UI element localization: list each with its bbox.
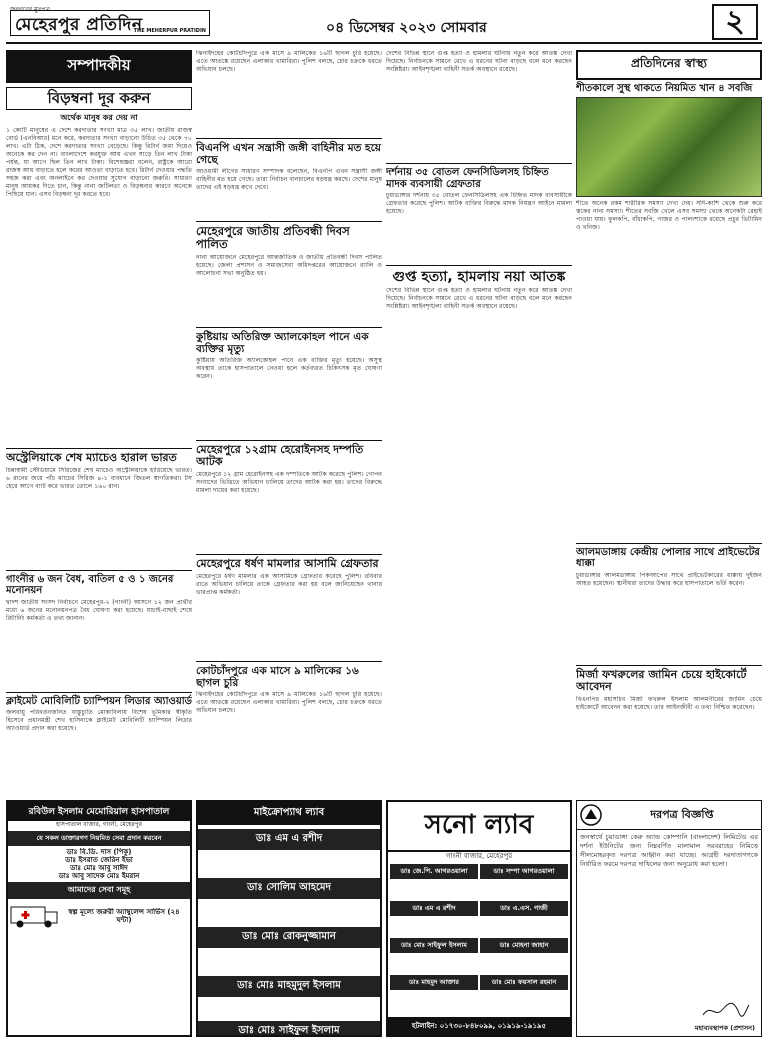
divider	[196, 221, 382, 222]
news-headline: মেহেরপুরে ১২গ্রাম হেরোইনসহ দম্পতি আটক	[196, 442, 364, 469]
news-body: নানা আয়োজনে মেহেরপুরে আন্তর্জাতিক ও জাতীয় প্রতিবন্ধী দিবস পালিত হয়েছে। জেলা প্রশাসন ও সমাজসেবা অধিদপ্তরের আয়োজনে র‍্যালি ও আলোচনা সভা অনুষ্ঠিত হয়।	[196, 253, 382, 277]
issue-date: ০৪ ডিসেম্বর ২০২৩ সোমবার	[326, 20, 487, 36]
news-headline: মির্জা ফখরুলের জামিন চেয়ে হাইকোর্টে আবেদন	[576, 667, 747, 694]
divider	[196, 554, 382, 555]
news-headline: ক্লাইমেট মোবিলিটি চ্যাম্পিয়ন লিডার অ্যাওয়ার্ড	[6, 695, 192, 707]
sono-ad-doctor: ডাঃ মোঃ ফয়সাল রহমান	[480, 975, 568, 990]
hospital-ad-ambulance: স্বল্প মূল্যে জরুরী অ্যাম্বুলেন্স সার্ভিস (২৪ ঘন্টা)	[68, 908, 180, 924]
tender-signature: মহাব্যবস্থাপক (প্রশাসন)	[694, 1024, 755, 1032]
editorial-header: সম্পাদকীয়	[6, 50, 192, 83]
news-headline: দর্শনায় ৩৫ বোতল ফেনসিডিলসহ চিহ্নিত মাদক ব্যবসায়ী গ্রেফতার	[386, 167, 549, 190]
masthead	[6, 4, 762, 44]
health-body: শীতে অনেক রকম শারীরিক সমস্যা দেখা দেয়। সর্দি-কাশি থেকে শুরু করে ত্বকের নানা সমস্যা। শীতের সবজি খেলে এসব সমস্যা থেকে অনেকটা রেহাই পাওয়া যায়। ফুলকপি, বাঁধাকপি, গাজর ও পালংশাকে রয়েছে প্রচুর ভিটামিন ও খনিজ।	[576, 199, 762, 231]
divider	[576, 543, 762, 544]
microplus-lab-ad	[196, 800, 382, 1037]
news-body: মেহেরপুরে ১২ গ্রাম হেরোইনসহ এক দম্পতিকে আটক করেছে পুলিশ। গোপন সংবাদের ভিত্তিতে অভিযান চালিয়ে তাদের আটক করা হয়। তাদের বিরুদ্ধে মামলা দায়ের করা হয়েছে।	[196, 470, 382, 494]
divider	[6, 570, 192, 571]
sono-ad-doctor: ডাঃ এম এ রশীদ	[390, 901, 478, 916]
newspaper-name: মেহেরপুর প্রতিদিন	[15, 15, 143, 35]
microplus-ad-doctor: ডাঃ মোঃ রোকনুজ্জামান	[198, 927, 380, 948]
hospital-ad-services-bar: আমাদের সেবা সমূহ	[8, 882, 190, 899]
divider	[576, 665, 762, 666]
news-headline: কোটচাঁদপুরে এক মাসে ৯ মালিকের ১৬ ছাগল চুরি	[196, 664, 359, 689]
column-2	[196, 50, 382, 795]
masthead-tagline: জনগণের মুখপত্র	[10, 6, 50, 13]
sono-ad-subtitle: গাংনী বাজার, মেহেরপুর	[445, 852, 513, 860]
divider	[196, 327, 382, 328]
editorial-subhead: অর্থেক মানুষ কর দেয় না	[60, 113, 138, 123]
tender-title: দরপত্র বিজ্ঞপ্তি	[650, 807, 714, 821]
news-headline: আলমডাঙ্গায় কেন্দ্রীয় পোলার সাথে প্রাইভেটের ধাক্কা	[576, 546, 760, 569]
news-headline: বিএনপি এখন সন্ত্রাসী জঙ্গী বাহিনীর মত হয়ে গেছে	[196, 142, 381, 167]
sono-ad-doctor: ডাঃ মোঃ সাইফুল ইসলাম	[390, 938, 478, 953]
news-headline: মেহেরপুরে জাতীয় প্রতিবন্ধী দিবস পালিত	[196, 224, 350, 252]
news-body: দেশের বিভিন্ন স্থানে গুপ্ত হত্যা ও হামলার ঘটনায় নতুন করে আতঙ্ক দেখা দিয়েছে। নির্বাচনকে সামনে রেখে এ ধরনের ঘটনা বাড়ছে বলে মনে করছেন সংশ্লিষ্টরা। আইনশৃঙ্খলা বাহিনী সতর্ক অবস্থানে রয়েছে।	[386, 287, 572, 311]
divider	[6, 692, 192, 693]
hospital-ad-address: হাসপাতাল বাজার, গাংনী, মেহেরপুর	[56, 821, 142, 828]
sono-lab-ad	[386, 800, 572, 1037]
news-body: মেহেরপুরে ধর্ষণ মামলার এক আসামিকে গ্রেফতার করেছে পুলিশ। রবিবার রাতে অভিযান চালিয়ে তাকে গ্রেফতার করা হয় বলে জানিয়েছেন থানার ভারপ্রাপ্ত কর্মকর্তা।	[196, 572, 382, 596]
microplus-ad-doctor: ডাঃ সোলিম আহমেদ	[198, 878, 380, 899]
column-1	[6, 50, 192, 795]
news-body: ঝিনাইদহের কোটচাঁদপুরে এক মাসে ৯ মালিকের ১৬টি ছাগল চুরি হয়েছে। এতে আতঙ্কে রয়েছেন এলাকার খামারিরা। পুলিশ বলছে, চোর চক্রকে ধরতে অভিযান চলছে।	[196, 50, 382, 73]
sono-ad-hotline: হটলাইন: ০১৭৩০-৮৪৮০৯৯, ০১৯১৯-১৯১৯৫	[388, 1017, 570, 1035]
company-logo-icon	[580, 804, 602, 826]
microplus-ad-doctor: ডাঃ মোঃ মাহমুদুল ইসলাম	[198, 976, 380, 997]
hospital-ad-doctor: ডাঃ বি.ডি. দাস (পিকু)	[66, 848, 132, 856]
news-body: জলবায়ু পরিবর্তনজনিত বাস্তুচ্যুতি মোকাবিলায় বিশেষ ভূমিকার স্বীকৃতি হিসেবে প্রধানমন্ত্রী শেখ হাসিনাকে ক্লাইমেট মোবিলিটি চ্যাম্পিয়ন লিডার অ্যাওয়ার্ড প্রদান করা হয়েছে।	[6, 709, 192, 733]
editorial-headline: বিড়ম্বনা দূর করুন	[6, 87, 192, 110]
newspaper-name-english: THE MEHERPUR PRATIDIN	[133, 28, 206, 34]
divider	[386, 265, 572, 266]
column-4	[576, 50, 762, 795]
news-headline: অস্ট্রেলিয়াকে শেষ ম্যাচেও হারাল ভারত	[6, 451, 177, 465]
hospital-ad-doctor: ডাঃ আবু সাদেক মোঃ ইমরান	[58, 872, 140, 880]
tender-body: জনস্বার্থে চুয়াডাঙ্গা কেরু অ্যান্ড কোম্পানি (বাংলাদেশ) লিমিটেড এর দর্শনা ইউনিটের জন্য নিম্নবর্ণিত মালামাল সরবরাহের নিমিত্তে সীলমোহরকৃত দরপত্র আহ্বান করা যাচ্ছে। আগ্রহী দরদাতাগণকে নির্ধারিত ফরমে দরপত্র দাখিলের জন্য অনুরোধ করা হলো।	[580, 833, 758, 868]
sono-ad-doctor: ডাঃ মোহনা জাহান	[480, 938, 568, 953]
vegetables-photo	[576, 97, 762, 197]
hospital-ad-doctor: ডাঃ ইসরাত জেরিন ইভা	[65, 856, 133, 864]
divider	[386, 163, 572, 164]
microplus-ad-doctor: ডাঃ এম এ রশীদ	[198, 829, 380, 850]
news-body: বিএনপির মহাসচিব মির্জা ফখরুল ইসলাম আলমগীরের জামিন চেয়ে হাইকোর্টে আবেদন করা হয়েছে। তার আইনজীবী এ তথ্য নিশ্চিত করেছেন।	[576, 695, 762, 711]
divider	[196, 661, 382, 662]
health-header: প্রতিদিনের স্বাস্থ্য	[576, 50, 762, 80]
column-3	[386, 50, 572, 795]
news-body: দ্বাদশ জাতীয় সংসদ নির্বাচনে মেহেরপুর-২ (গাংনী) আসনে ১২ জন প্রার্থীর মধ্যে ৬ জনের মনোনয়নপত্র বৈধ ঘোষণা করা হয়েছে। যাচাই-বাছাই শেষে রিটার্নিং কর্মকর্তা এ তথ্য জানান।	[6, 598, 192, 622]
divider	[6, 448, 192, 449]
news-headline: গাংনীর ৬ জন বৈধ, বাতিল ৫ ও ১ জনের মনোনয়ন	[6, 573, 174, 597]
sono-ad-doctor: ডাঃ মাহমুদ আক্তার	[390, 975, 478, 990]
news-body: চিন্নাস্বামী স্টেডিয়ামে সিরিজের শেষ ম্যাচেও অস্ট্রেলিয়াকে হারিয়েছে ভারত। ৬ রানের জয়ে পাঁচ ম্যাচের সিরিজ ৪-১ ব্যবধানে জিতল স্বাগতিকরা। টস হেরে আগে ব্যাট করে ভারত তোলে ১৬০ রান।	[6, 466, 192, 490]
health-headline: শীতকালে সুস্থ থাকতে নিয়মিত খান ৪ সবজি	[576, 83, 753, 94]
news-body: চুয়াডাঙ্গার দর্শনায় ৩৫ বোতল ফেনসিডিলসহ এক চিহ্নিত মাদক ব্যবসায়ীকে গ্রেফতার করেছে পুলিশ। আটক ব্যক্তির বিরুদ্ধে মাদক নিয়ন্ত্রণ আইনে মামলা হয়েছে।	[386, 192, 572, 215]
sono-ad-doctor: ডাঃ এ.এস. গাজী	[480, 901, 568, 916]
news-body: চুয়াডাঙ্গার আলমডাঙ্গায় পিকআপের সাথে প্রাইভেটকারের ধাক্কায় দুইজন আহত হয়েছেন। স্থানীয়রা তাদের উদ্ধার করে হাসপাতালে ভর্তি করেন।	[576, 571, 762, 587]
hospital-ad	[6, 800, 192, 1037]
editorial-body: ১ কোটি মানুষের এ দেশে করদাতার সংখ্যা মাত্র ৩৫ লাখ। জাতীয় রাজস্ব বোর্ড (এনবিআর) মনে করে, করদাতার সংখ্যা বাড়ানো উচিত ৩৫ থেকে ৭০ লাখ। এটা ঠিক, দেশে করদাতার সংখ্যা বেড়েছে। কিন্তু রিটার্ন জমা দিয়েও অনেকে কর দেন না। বাংলাদেশে করযুক্ত আয় এখন সাড়ে তিন লাখ টাকা পর্যন্ত, যা আগে ছিল তিন লাখ টাকা। বিশেষজ্ঞরা বলেন, রাষ্ট্রকে আরো রাজস্ব আয় বাড়াতে হলে করের আওতা বাড়াতে হবে। রিটার্ন দেওয়ার পদ্ধতি সহজ করা এবং অনলাইনে কর দেওয়ার সুযোগ বাড়ানো জরুরি। সাধারণ মানুষ আয়কর দিতে চান, কিন্তু নানা জটিলতা ও বিড়ম্বনার কারণে অনেকে পিছিয়ে যান। এসব বিড়ম্বনা দূর করতে হবে।	[6, 127, 192, 199]
sono-ad-doctor: ডাঃ সম্পা আগরওয়ালা	[480, 864, 568, 879]
hospital-ad-doctor: ডাঃ মোঃ আবু সাঈদ	[70, 864, 128, 872]
news-headline: গুপ্ত হত্যা, হামলায় নয়া আতঙ্ক	[392, 269, 566, 285]
news-body: ঝিনাইদহের কোটচাঁদপুরে এক মাসে ৯ মালিকের ১৬টি ছাগল চুরি হয়েছে। এতে আতঙ্কে রয়েছেন এলাকার খামারিরা। পুলিশ বলছে, চোর চক্রকে ধরতে অভিযান চলছে।	[196, 690, 382, 714]
signature-icon	[701, 1001, 751, 1019]
news-body: কুষ্টিয়ায় অতিরিক্ত অ্যালকোহল পানে এক ব্যক্তির মৃত্যু হয়েছে। অসুস্থ অবস্থায় তাকে হাসপাতালে নেওয়া হলে কর্তব্যরত চিকিৎসক মৃত ঘোষণা করেন।	[196, 356, 382, 380]
ambulance-icon	[10, 903, 60, 929]
microplus-ad-doctor: ডাঃ মোঃ সাইফুল ইসলাম	[198, 1021, 380, 1037]
divider	[196, 440, 382, 441]
divider	[196, 138, 382, 139]
newspaper-logo	[10, 10, 210, 36]
news-body: আওয়ামী লীগের সাধারণ সম্পাদক বলেছেন, বিএনপি এখন সন্ত্রাসী জঙ্গী বাহিনীর মত হয়ে গেছে। তারা নির্বাচন বানচালের ষড়যন্ত্র করছে। দেশের মানুষ তাদের এই ষড়যন্ত্র রুখে দেবে।	[196, 168, 382, 192]
hospital-ad-title: রবিউল ইসলাম মেমোরিয়াল হাসপাতাল	[8, 802, 190, 821]
hospital-ad-service-bar: যে সকল ডাক্তারগণ নিয়মিত সেবা প্রদান করবেন	[8, 831, 190, 846]
sono-ad-doctor: ডাঃ জে.পি. আগরওয়ালা	[390, 864, 478, 879]
page-number: ২	[712, 4, 758, 40]
sono-ad-title: সনো ল্যাব	[388, 802, 570, 852]
microplus-ad-title: মাইক্রোপ্যাথ ল্যাব	[198, 802, 380, 825]
tender-notice	[576, 800, 762, 1037]
news-headline: কুষ্টিয়ায় অতিরিক্ত অ্যালকোহল পানে এক ব্যক্তির মৃত্যু	[196, 330, 369, 355]
news-headline: মেহেরপুরে ধর্ষণ মামলার আসামি গ্রেফতার	[196, 556, 379, 570]
news-body: দেশের বিভিন্ন স্থানে গুপ্ত হত্যা ও হামলার ঘটনায় নতুন করে আতঙ্ক দেখা দিয়েছে। নির্বাচনকে সামনে রেখে এ ধরনের ঘটনা বাড়ছে বলে মনে করছেন সংশ্লিষ্টরা। আইনশৃঙ্খলা বাহিনী সতর্ক অবস্থানে রয়েছে।	[386, 50, 572, 73]
